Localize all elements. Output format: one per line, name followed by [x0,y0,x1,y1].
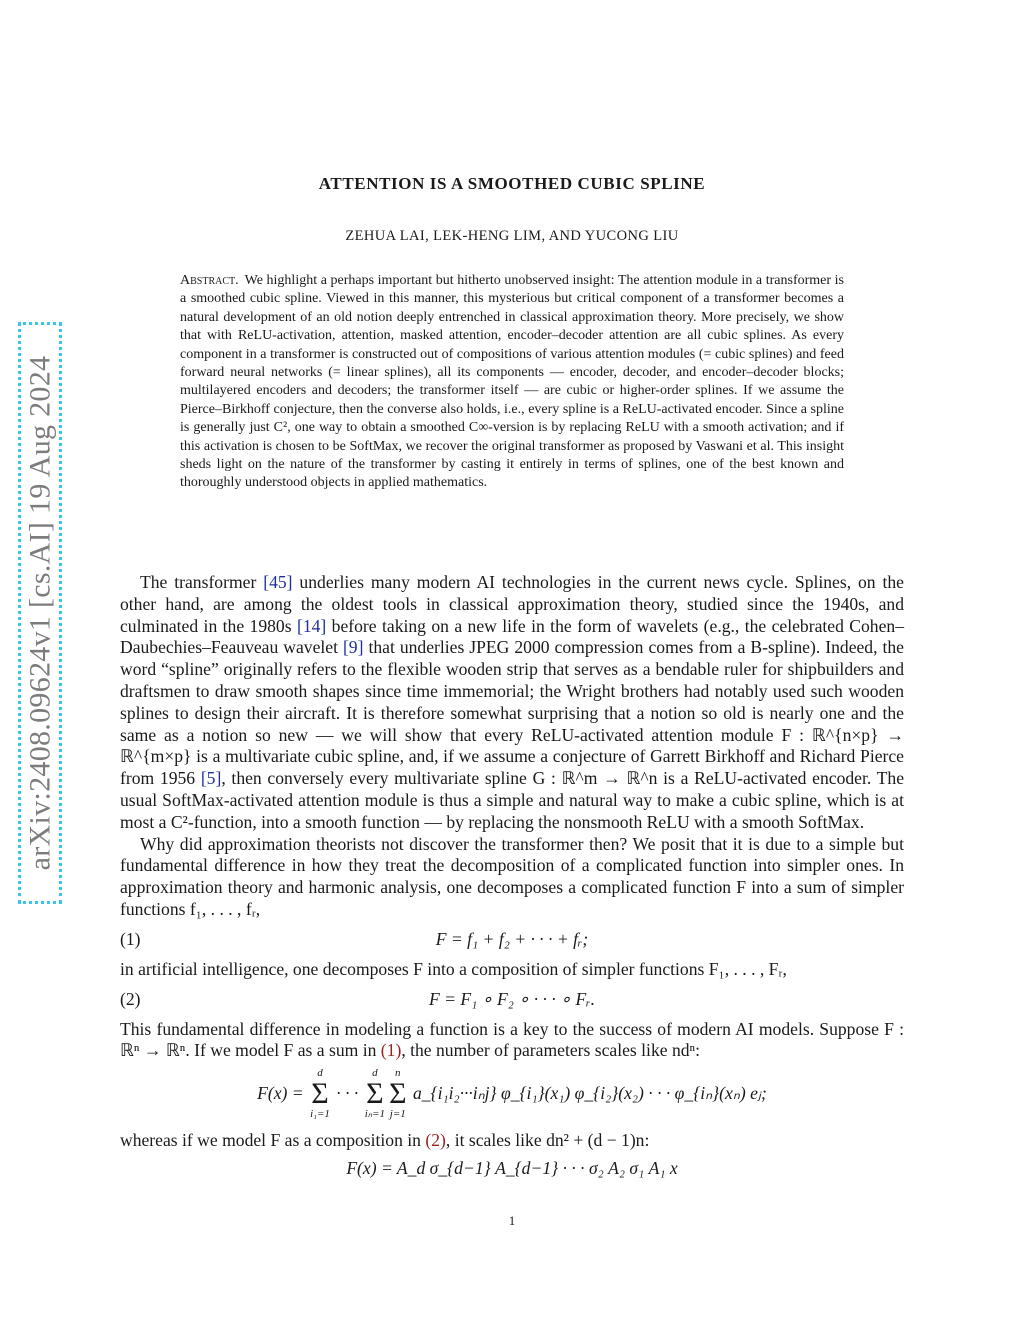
sum-symbol: d Σ i₁=1 [310,1067,330,1121]
abstract-label: Abstract. [180,273,239,288]
sum-equation: F(x) = d Σ i₁=1 · · · d Σ iₙ=1 n Σ j=1 a_{i₁i₂···iₙj} φ_{i₁}(x₁) φ_{i₂}(x₂) · · · φ_{iₙ}(xₙ) eⱼ; [257,1067,767,1121]
paragraph-5: whereas if we model F as a composition in (2), it scales like dn² + (d − 1)n: [120,1130,650,1151]
paper-authors: ZEHUA LAI, LEK-HENG LIM, AND YUCONG LIU [345,228,679,244]
equation-2 [120,981,904,1019]
citation-link[interactable]: [45] [263,572,293,592]
page-number: 1 [508,1213,516,1228]
body-text [120,572,904,1186]
equation-1 [120,921,904,959]
equation-number: (1) [120,928,141,949]
citation-link[interactable]: [9] [342,637,364,658]
sum-symbol: d Σ iₙ=1 [364,1067,386,1121]
equation-math: F = f₁ + f₂ + · · · + fᵣ; [435,928,589,949]
equation-reference-link[interactable]: (1) [380,1040,402,1061]
arxiv-sidebar [18,322,62,904]
equation-reference-link[interactable]: (2) [425,1130,446,1151]
citation-link[interactable]: [5] [200,768,222,789]
citation-link[interactable]: [14] [296,615,327,636]
paragraph-1: The transformer [45] underlies many modern AI technologies in the current news cycle. Splines, on the other hand, are among the oldest tools in classical approximation theory, studied since the 1940s, and culminated in the 1980s [14] before taking on a new life in the form of wavelets (e.g., the celebrated Cohen–Daubechies–Feauveau wavelet [9] that underlies JPEG 2000 compression comes from a B-spline). Indeed, the word “spline” originally refers to the flexible wooden strip that serves as a bendable ruler for shipbuilders and draftsmen to draw smooth shapes since time immemorial; the Wright brothers had notably used such wooden splines to design their aircraft. It is therefore somewhat surprising that a notion so old is nearly one and the same as a notion so new — we will show that every ReLU-activated attention module F : ℝ^{n×p} → ℝ^{m×p} is a multivariate cubic spline, and, if we assume a conjecture of Garrett Birkhoff and Richard Pierce from 1956 [5], then conversely every multivariate spline G : ℝ^m → ℝ^n is a ReLU-activated encoder. The usual SoftMax-activated attention module is thus a simple and natural way to make a cubic spline, which is at most a C²-function, into a smooth function — by replacing the nonsmooth ReLU with a smooth SoftMax. [120,572,905,832]
abstract-text: We highlight a perhaps important but hitherto unobserved insight: The attention module in a transformer is a smoothed cubic spline. Viewed in this manner, this mysterious but critical component of a transformer becomes a natural development of an old notion deeply entrenched in classical approximation theory. More precisely, we show that with ReLU-activation, attention, masked attention, encoder–decoder attention are all cubic splines. As every component in a transformer is constructed out of compositions of various attention modules (= cubic splines) and feed forward neural networks (= linear splines), all its components — encoder, decoder, and encoder–decoder blocks; multilayered encoders and decoders; the transformer itself — are cubic or higher-order splines. If we assume the Pierce–Birkhoff conjecture, then the converse also holds, i.e., every spline is a ReLU-activated encoder. Since a spline is generally just C², one way to obtain a smoothed C∞-version is by replacing ReLU with a smooth activation; and if this activation is chosen to be SoftMax, we recover the original transformer as proposed by Vaswani et al. This insight sheds light on the nature of the transformer by casting it entirely in terms of splines, one of the best known and thoroughly understood objects in applied mathematics. [180,273,844,491]
sum-equation-lhs: F(x) = [257,1083,304,1104]
paragraph-4: This fundamental difference in modeling a function is a key to the success of modern AI models. Suppose F : ℝⁿ → ℝⁿ. If we model F as a sum in (1), the number of parameters scales like ndⁿ: [120,1018,904,1061]
arxiv-identifier[interactable]: arXiv:2408.09624v1 [cs.AI] 19 Aug 2024 [23,355,56,871]
paper-title: ATTENTION IS A SMOOTHED CUBIC SPLINE [318,174,706,193]
equation-math: F = F₁ ∘ F₂ ∘ · · · ∘ Fᵣ. [428,988,596,1009]
sum-symbol: n Σ j=1 [389,1067,407,1121]
composition-equation: F(x) = A_d σ_{d−1} A_{d−1} · · · σ₂ A₂ σ₁ A₁ x [346,1157,678,1178]
sum-equation-rhs: a_{i₁i₂···iₙj} φ_{i₁}(x₁) φ_{i₂}(x₂) · · · φ_{iₙ}(xₙ) eⱼ; [412,1083,767,1104]
equation-number: (2) [120,988,141,1009]
paragraph-2: Why did approximation theorists not discover the transformer then? We posit that it is due to a simple but fundamental difference in how they treat the decomposition of a complicated function into simpler ones. In approximation theory and harmonic analysis, one decomposes a complicated function F into a sum of simpler functions f₁, . . . , fᵣ, [120,833,904,919]
abstract [180,272,844,493]
paragraph-3: in artificial intelligence, one decomposes F into a composition of simpler functions F₁, . . . , Fᵣ, [120,958,787,979]
